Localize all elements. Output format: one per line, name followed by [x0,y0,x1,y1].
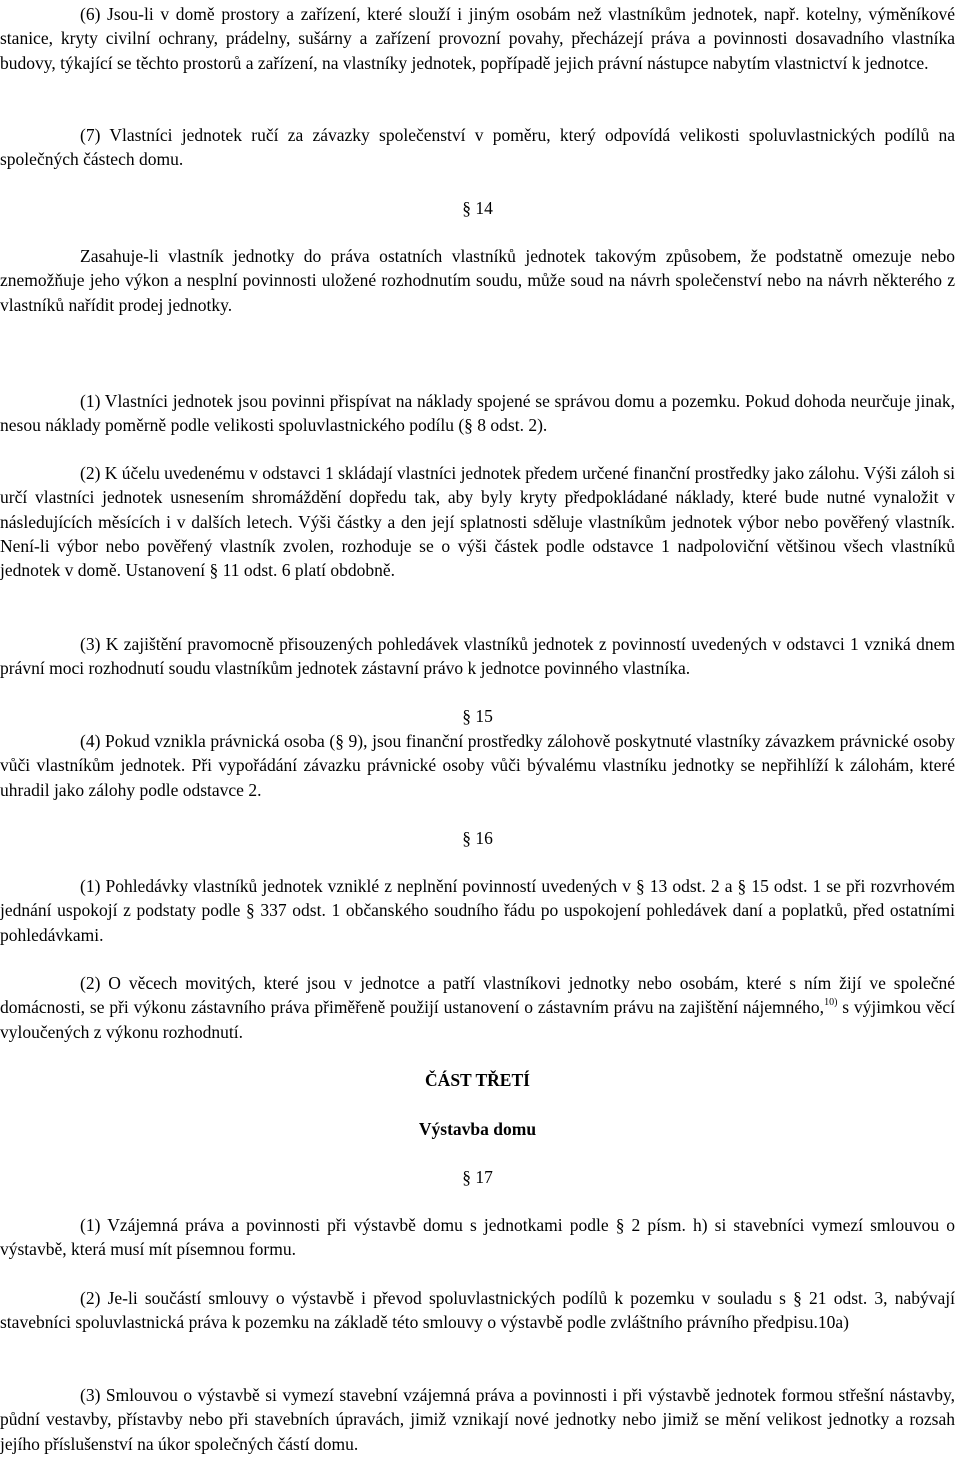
paragraph-17-3: (3) Smlouvou o výstavbě si vymezí stavební vzájemná práva a povinnosti i při výstavbě jednotek formou střešní nástavby, půdní vestavby, přístavby nebo při stavebních úpravách, jimiž vznikají nové jednotky nebo jimiž se mění velikost jednotky a rozsah jejího příslušenství na úkor společných částí domu. [0,1385,955,1454]
paragraph-15-2: (2) K účelu uvedenému v odstavci 1 skládají vlastníci jednotek předem určené finanční prostředky jako zálohu. Výši záloh si určí vlastníci jednotek usnesením shromáždění dopředu tak, aby byly kryty předpokládané náklady, které bude nutné vynaložit v následujících měsících i v dalších letech. Výši částky a den její splatnosti sděluje vlastníkům jednotek výbor nebo pověřený vlastník. Není-li výbor nebo pověřený vlastník zvolen, rozhoduje se o výši částek podle odstavce 1 nadpoloviční většinou všech vlastníků jednotek v domě. Ustanovení § 11 odst. 6 platí obdobně. [0,463,955,581]
section-heading-16: § 16 [462,828,493,848]
paragraph-16-2-text-end: s výjimkou věcí vyloučených z výkonu rozhodnutí. [0,997,956,1042]
paragraph-15-4: (4) Pokud vznikla právnická osoba (§ 9), jsou finanční prostředky zálohově poskytnuté vlastníky závazkem právnické osoby vůči vlastníkům jednotek. Při vypořádání závazku právnické osoby vůči bývalému vlastníku jednotky se nepřihlíží k zálohám, které uhradil jako zálohy podle odstavce 2. [0,731,955,800]
paragraph-16-2 [0,971,955,1044]
section-heading-14: § 14 [462,198,493,218]
paragraph-17-1: (1) Vzájemná práva a povinnosti při výstavbě domu s jednotkami podle § 2 písm. h) si stavebníci vymezí smlouvou o výstavbě, která musí mít písemnou formu. [0,1215,955,1260]
section-heading-17: § 17 [462,1167,493,1187]
paragraph-14: Zasahuje-li vlastník jednotky do práva ostatních vlastníků jednotek takovým způsobem, že podstatně omezuje nebo znemožňuje jeho výkon a nesplní povinnosti uložené rozhodnutím soudu, může soud na návrh společenství nebo na návrh některého z vlastníků nařídit prodej jednotky. [0,246,955,315]
paragraph-16-1: (1) Pohledávky vlastníků jednotek vzniklé z neplnění povinností uvedených v § 13 odst. 2 a § 15 odst. 1 se při rozvrhovém jednání uspokojí z podstaty podle § 337 odst. 1 občanského soudního řádu po uspokojení pohledávek daní a poplatků, před ostatními pohledávkami. [0,876,955,945]
footnote-ref-10: 10) [824,997,838,1009]
part-title: Výstavba domu [418,1119,537,1139]
paragraph-15-1: (1) Vlastníci jednotek jsou povinni přispívat na náklady spojené se správou domu a pozemku. Pokud dohoda neurčuje jinak, nesou náklady poměrně podle velikosti spoluvlastnického podílu (§ 8 odst. 2). [0,391,955,436]
paragraph-13-7: (7) Vlastníci jednotek ručí za závazky společenství v poměru, který odpovídá velikosti spoluvlastnických podílů na společných částech domu. [0,125,955,170]
section-heading-15: § 15 [462,706,493,726]
paragraph-13-6: (6) Jsou-li v domě prostory a zařízení, které slouží i jiným osobám než vlastníkům jednotek, např. kotelny, výměníkové stanice, kryty civilní ochrany, prádelny, sušárny a zařízení provozní povahy, přecházejí práva a povinnosti dosavadního vlastníka budovy, týkající se těchto prostorů a zařízení, na vlastníky jednotek, popřípadě jejich právní nástupce nabytím vlastnictví k jednotce. [0,4,955,73]
paragraph-15-3: (3) K zajištění pravomocně přisouzených pohledávek vlastníků jednotek z povinností uvedených v odstavci 1 vzniká dnem právní moci rozhodnutí soudu vlastníkům jednotek zástavní právo k jednotce povinného vlastníka. [0,634,955,679]
part-heading: ČÁST TŘETÍ [425,1070,530,1090]
paragraph-16-2-text: (2) O věcech movitých, které jsou v jednotce a patří vlastníkovi jednotky nebo osobám, které s ním žijí ve společné domácnosti, se při výkonu zástavního práva přiměřeně použijí ustanovení o zástavním právu na zajištění nájemného, [0,973,955,1018]
paragraph-17-2: (2) Je-li součástí smlouvy o výstavbě i převod spoluvlastnických podílů k pozemku v souladu s § 21 odst. 3, nabývají stavebníci spoluvlastnická práva k pozemku na základě této smlouvy o výstavbě podle zvláštního právního předpisu.10a) [0,1288,955,1333]
